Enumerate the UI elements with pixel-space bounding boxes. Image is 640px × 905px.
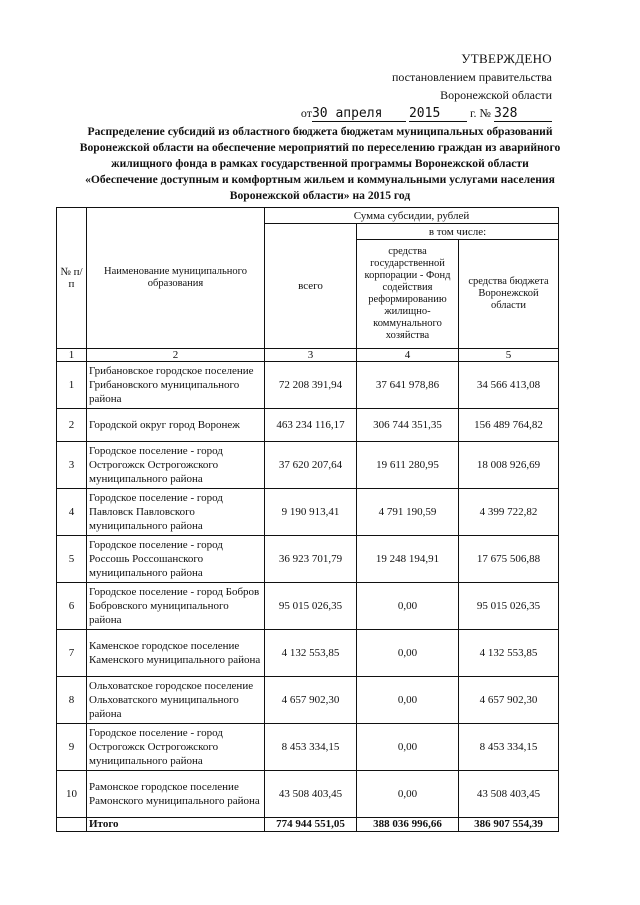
date-day-month: 30 апреля [312, 106, 406, 122]
table-row [57, 362, 559, 409]
row-total: 72 208 391,94 [265, 362, 357, 409]
table-row [57, 489, 559, 536]
document-title [56, 124, 584, 204]
row-index: 5 [57, 536, 87, 583]
row-total: 463 234 116,17 [265, 409, 357, 442]
row-municipality: Городское поселение - город Острогожск Острогожского муниципального района [87, 724, 265, 771]
title-line: Распределение субсидий из областного бюджета бюджетам муниципальных образований [87, 125, 553, 138]
header-total: всего [265, 224, 357, 349]
totals-empty [57, 818, 87, 832]
row-index: 8 [57, 677, 87, 724]
row-total: 4 657 902,30 [265, 677, 357, 724]
approval-line-region: Воронежской области [440, 88, 552, 102]
row-fund: 306 744 351,35 [357, 409, 459, 442]
table-row [57, 409, 559, 442]
row-municipality: Городской округ город Воронеж [87, 409, 265, 442]
row-municipality: Ольховатское городское поселение Ольховатского муниципального района [87, 677, 265, 724]
col-number: 5 [459, 349, 559, 362]
row-municipality: Городское поселение - город Бобров Бобровского муниципального района [87, 583, 265, 630]
approval-heading: УТВЕРЖДЕНО [461, 51, 552, 66]
row-municipality: Грибановское городское поселение Грибановского муниципального района [87, 362, 265, 409]
totals-region: 386 907 554,39 [459, 818, 559, 832]
col-number: 4 [357, 349, 459, 362]
decree-number: 328 [494, 106, 552, 122]
row-fund: 37 641 978,86 [357, 362, 459, 409]
row-fund: 4 791 190,59 [357, 489, 459, 536]
title-line: Воронежской области» на 2015 год [229, 189, 411, 202]
col-number: 3 [265, 349, 357, 362]
row-municipality: Городское поселение - город Россошь Россошанского муниципального района [87, 536, 265, 583]
row-index: 9 [57, 724, 87, 771]
row-region: 34 566 413,08 [459, 362, 559, 409]
table-row [57, 677, 559, 724]
date-prefix: от [300, 106, 312, 120]
row-index: 4 [57, 489, 87, 536]
title-line: Воронежской области на обеспечение мероприятий по переселению граждан из аварийного [79, 141, 561, 154]
row-fund: 19 611 280,95 [357, 442, 459, 489]
totals-row [57, 818, 559, 832]
totals-label: Итого [87, 818, 265, 832]
row-total: 43 508 403,45 [265, 771, 357, 818]
title-line: «Обеспечение доступным и комфортным жильем и коммунальными услугами населения [85, 173, 555, 186]
row-region: 156 489 764,82 [459, 409, 559, 442]
title-line: жилищного фонда в рамках государственной программы Воронежской области [111, 157, 529, 170]
row-index: 3 [57, 442, 87, 489]
row-total: 4 132 553,85 [265, 630, 357, 677]
table-row [57, 771, 559, 818]
table-row [57, 724, 559, 771]
row-fund: 0,00 [357, 724, 459, 771]
totals-fund: 388 036 996,66 [357, 818, 459, 832]
header-including: в том числе: [357, 224, 559, 240]
row-municipality: Городское поселение - город Острогожск Острогожского муниципального района [87, 442, 265, 489]
row-region: 18 008 926,69 [459, 442, 559, 489]
row-index: 10 [57, 771, 87, 818]
row-region: 43 508 403,45 [459, 771, 559, 818]
col-number: 2 [87, 349, 265, 362]
col-number: 1 [57, 349, 87, 362]
header-region: средства бюджета Воронежской области [459, 240, 559, 349]
date-year: 2015 [409, 106, 467, 122]
approval-line-decree: постановлением правительства [391, 70, 552, 84]
row-index: 2 [57, 409, 87, 442]
header-sum: Сумма субсидии, рублей [265, 208, 559, 224]
table-row [57, 583, 559, 630]
table-row [57, 536, 559, 583]
row-region: 4 657 902,30 [459, 677, 559, 724]
header-name: Наименование муниципального образования [87, 208, 265, 349]
row-total: 9 190 913,41 [265, 489, 357, 536]
table-row [57, 630, 559, 677]
header-num: № п/п [57, 208, 87, 349]
row-index: 6 [57, 583, 87, 630]
row-region: 17 675 506,88 [459, 536, 559, 583]
subsidy-table [56, 207, 559, 832]
totals-total: 774 944 551,05 [265, 818, 357, 832]
row-fund: 0,00 [357, 630, 459, 677]
row-region: 8 453 334,15 [459, 724, 559, 771]
row-municipality: Каменское городское поселение Каменского муниципального района [87, 630, 265, 677]
approval-date-line [301, 104, 552, 122]
row-municipality: Городское поселение - город Павловск Павловского муниципального района [87, 489, 265, 536]
row-index: 1 [57, 362, 87, 409]
row-fund: 0,00 [357, 583, 459, 630]
row-fund: 19 248 194,91 [357, 536, 459, 583]
table-row [57, 442, 559, 489]
row-total: 36 923 701,79 [265, 536, 357, 583]
row-region: 4 399 722,82 [459, 489, 559, 536]
row-municipality: Рамонское городское поселение Рамонского муниципального района [87, 771, 265, 818]
row-region: 4 132 553,85 [459, 630, 559, 677]
row-index: 7 [57, 630, 87, 677]
row-total: 8 453 334,15 [265, 724, 357, 771]
header-fund: средства государственной корпорации - Фонд содействия реформированию жилищно-коммунального хозяйства [357, 240, 459, 349]
row-total: 37 620 207,64 [265, 442, 357, 489]
date-suffix: г. № [469, 106, 491, 120]
row-total: 95 015 026,35 [265, 583, 357, 630]
approval-block [301, 50, 552, 122]
row-fund: 0,00 [357, 771, 459, 818]
row-region: 95 015 026,35 [459, 583, 559, 630]
row-fund: 0,00 [357, 677, 459, 724]
